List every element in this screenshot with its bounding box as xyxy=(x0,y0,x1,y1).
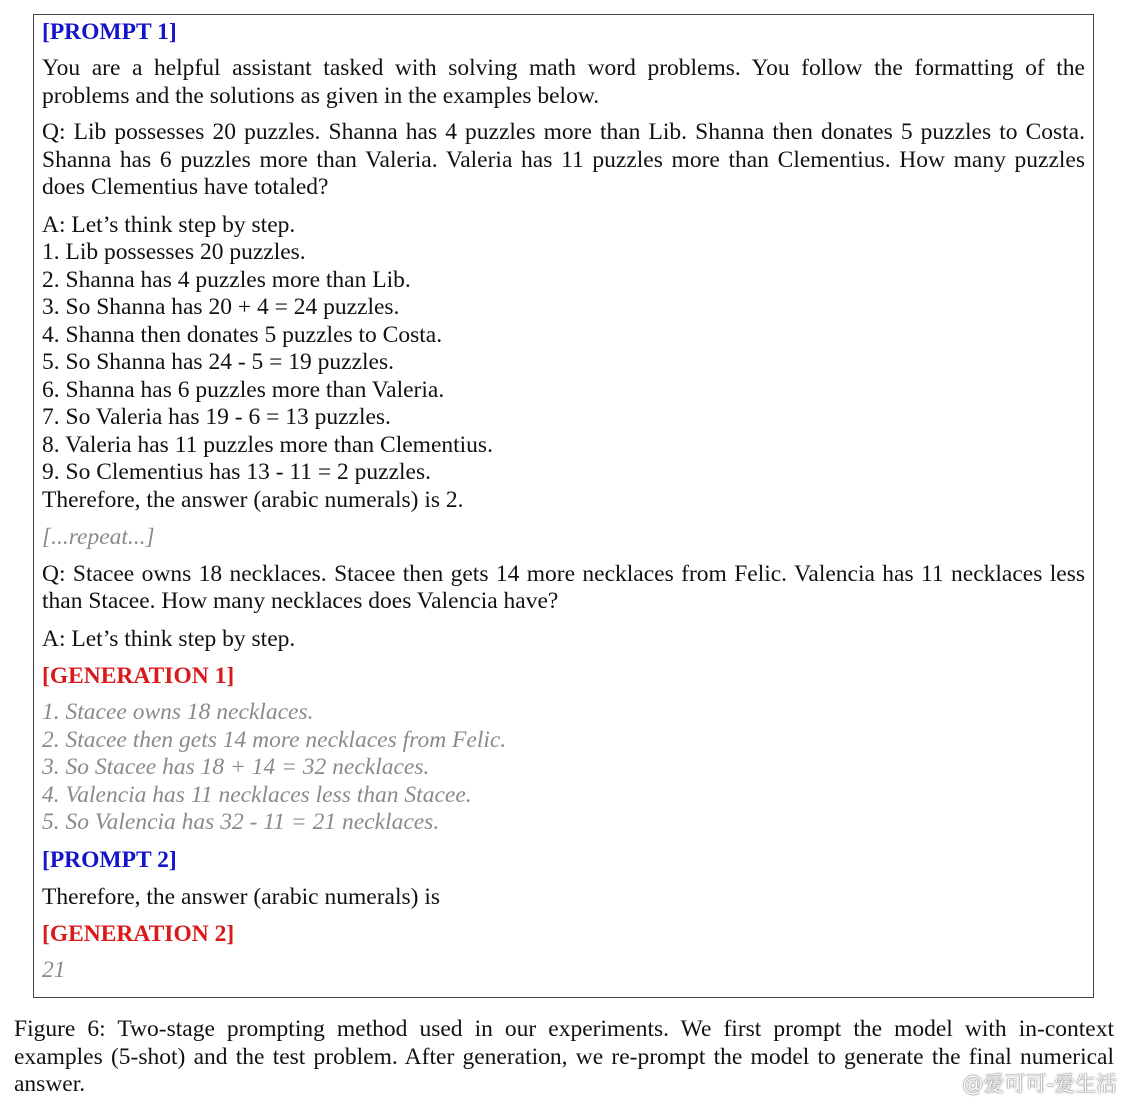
generation-1-line: 4. Valencia has 11 necklaces less than Stacee. xyxy=(42,781,472,808)
prompt-2-header: [PROMPT 2] xyxy=(42,846,177,873)
example-answer xyxy=(42,212,1085,515)
example-answer-line: A: Let’s think step by step. xyxy=(42,211,296,238)
test-answer-start: A: Let’s think step by step. xyxy=(42,625,296,652)
generation-1-line: 5. So Valencia has 32 - 11 = 21 necklaces. xyxy=(42,809,440,835)
example-answer-line: 8. Valeria has 11 puzzles more than Clementius. xyxy=(42,431,493,458)
example-answer-line: 6. Shanna has 6 puzzles more than Valeria. xyxy=(42,376,445,403)
example-answer-line: 1. Lib possesses 20 puzzles. xyxy=(42,239,306,265)
test-question: Q: Stacee owns 18 necklaces. Stacee then gets 14 more necklaces from Felic. Valencia has 11 necklaces less than Stacee. How many necklaces does Valencia have? xyxy=(42,560,1085,614)
example-answer-line: 4. Shanna then donates 5 puzzles to Costa. xyxy=(42,321,443,348)
example-answer-line: Therefore, the answer (arabic numerals) is 2. xyxy=(42,486,464,513)
prompt-1-instruction: You are a helpful assistant tasked with solving math word problems. You follow the formatting of the problems and the solutions as given in the examples below. xyxy=(42,55,1085,109)
example-answer-line: 5. So Shanna has 24 - 5 = 19 puzzles. xyxy=(42,349,394,375)
example-question: Q: Lib possesses 20 puzzles. Shanna has 4 puzzles more than Lib. Shanna then donates 5 puzzles to Costa. Shanna has 6 puzzles more than Valeria. Valeria has 11 puzzles more than Clementius. How many puzzles does Clementius have totaled? xyxy=(42,119,1085,200)
generation-2-header: [GENERATION 2] xyxy=(42,921,235,947)
example-answer-line: 2. Shanna has 4 puzzles more than Lib. xyxy=(42,266,411,293)
example-answer-line: 9. So Clementius has 13 - 11 = 2 puzzles. xyxy=(42,459,431,485)
prompt-2-text: Therefore, the answer (arabic numerals) is xyxy=(42,883,440,910)
example-answer-line: 7. So Valeria has 19 - 6 = 13 puzzles. xyxy=(42,404,391,430)
generation-1-line: 1. Stacee owns 18 necklaces. xyxy=(42,699,314,725)
repeat-marker: [...repeat...] xyxy=(42,524,155,550)
generation-2-output: 21 xyxy=(42,957,66,983)
figure-caption: Figure 6: Two-stage prompting method used in our experiments. We first prompt the model with in-context examples (5-shot) and the test problem. After generation, we re-prompt the model to generate the final numerical answer. xyxy=(14,1016,1114,1097)
generation-1-header: [GENERATION 1] xyxy=(42,663,235,689)
example-answer-line: 3. So Shanna has 20 + 4 = 24 puzzles. xyxy=(42,294,400,320)
prompt-1-header: [PROMPT 1] xyxy=(42,19,177,45)
generation-1-line: 2. Stacee then gets 14 more necklaces from Felic. xyxy=(42,726,507,753)
prompt-figure-box xyxy=(33,14,1094,998)
generation-1-output xyxy=(42,699,1085,837)
generation-1-line: 3. So Stacee has 18 + 14 = 32 necklaces. xyxy=(42,754,430,780)
watermark: @爱可可-爱生活 xyxy=(962,1072,1117,1096)
